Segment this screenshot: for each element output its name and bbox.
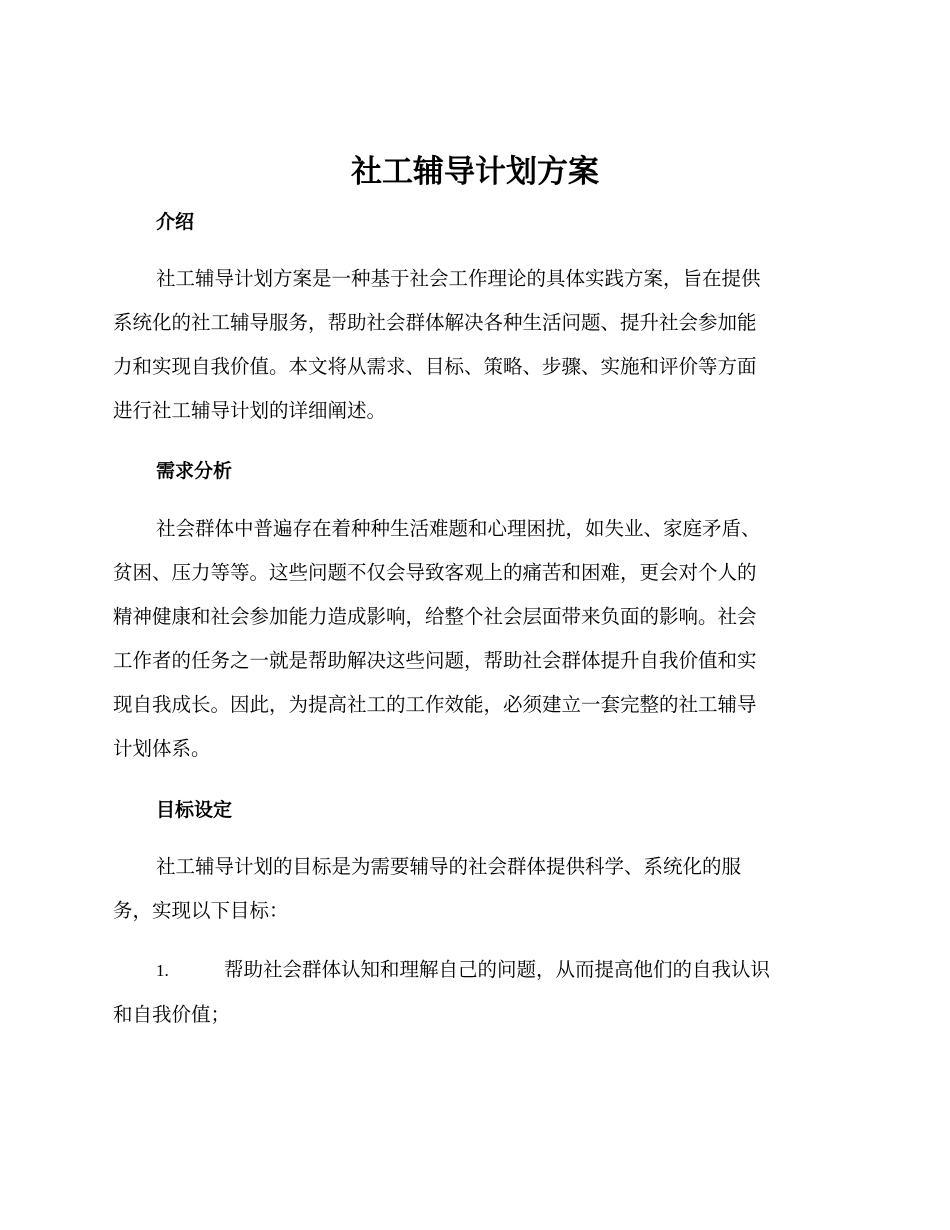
list-item-number: 1. [156,961,169,980]
list-item-continuation-line: 和自我价值； [113,1003,231,1026]
paragraph-line: 务，实现以下目标： [113,899,289,922]
list-item-text: 帮助社会群体认知和理解自己的问题，从而提高他们的自我认识 [224,958,771,981]
numbered-list-item [113,948,833,1037]
paragraph-line: 贫困、压力等等。这些问题不仅会导致客观上的痛苦和困难，更会对个人的 [113,561,757,584]
needs-analysis-paragraph [113,507,833,771]
paragraph-line: 系统化的社工辅导服务，帮助社会群体解决各种生活问题、提升社会参加能 [113,311,757,334]
paragraph-line: 精神健康和社会参加能力造成影响，给整个社会层面带来负面的影响。社会 [113,605,757,628]
paragraph-line: 进行社工辅导计划的详细阐述。 [113,399,387,422]
paragraph-line: 计划体系。 [113,737,211,760]
section-heading-needs-analysis: 需求分析 [156,460,233,482]
section-heading-goal-setting: 目标设定 [156,799,233,821]
goal-setting-paragraph [113,845,833,933]
document-title: 社工辅导计划方案 [351,154,599,190]
paragraph-line: 社会群体中普遍存在着种种生活难题和心理困扰，如失业、家庭矛盾、 [156,517,761,540]
paragraph-line: 力和实现自我价值。本文将从需求、目标、策略、步骤、实施和评价等方面 [113,355,757,378]
intro-paragraph [113,257,833,433]
section-heading-intro: 介绍 [156,211,195,233]
paragraph-line: 现自我成长。因此，为提高社工的工作效能，必须建立一套完整的社工辅导 [113,693,757,716]
paragraph-line: 社工辅导计划方案是一种基于社会工作理论的具体实践方案，旨在提供 [156,267,761,290]
list-item-first-line [113,948,833,993]
paragraph-line: 社工辅导计划的目标是为需要辅导的社会群体提供科学、系统化的服 [156,855,742,878]
paragraph-line: 工作者的任务之一就是帮助解决这些问题，帮助社会群体提升自我价值和实 [113,649,757,672]
